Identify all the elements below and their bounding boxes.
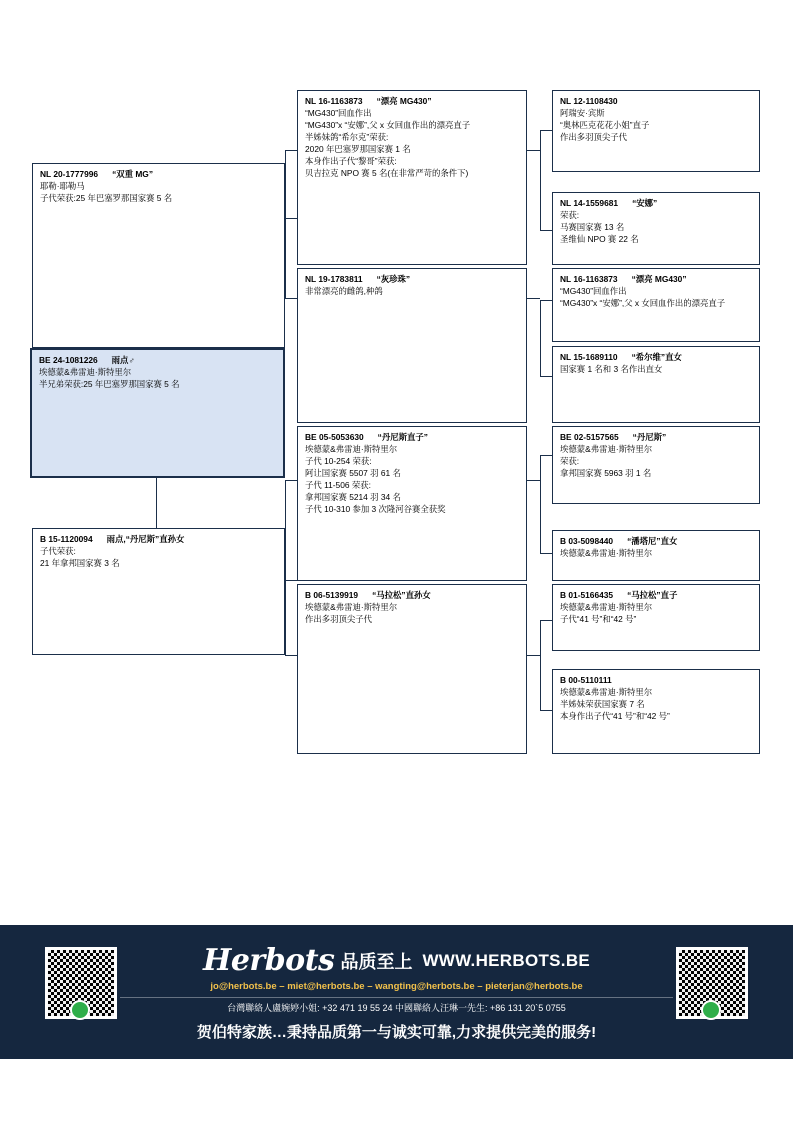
bird-name: “马拉松”直子 <box>627 590 678 600</box>
connector <box>540 455 552 456</box>
pedigree-box-gen3-8 <box>552 669 760 754</box>
bird-name: 雨点,“丹尼斯”直孙女 <box>106 534 185 544</box>
bird-name: “丹尼斯” <box>632 432 667 442</box>
connector <box>540 620 552 621</box>
ring-id: NL 14-1559681 <box>560 198 619 208</box>
detail-line: 耶勒·耶勒马 <box>40 180 85 191</box>
ring-id: BE 02-5157565 <box>560 432 619 442</box>
bird-name: “漂亮 MG430” <box>631 274 687 284</box>
detail-line: 半姊妹荣获国家赛 7 名 <box>560 698 645 709</box>
pedigree-box-subject <box>30 348 285 478</box>
pedigree-box-gen1-dam <box>32 528 285 655</box>
ring-id: NL 12-1108430 <box>560 96 618 106</box>
ring-number <box>560 96 753 108</box>
detail-line: 拿邦国家赛 5214 羽 34 名 <box>305 491 401 502</box>
pedigree-box-gen3-6 <box>552 530 760 581</box>
detail-line: 21 年拿邦国家赛 3 名 <box>40 557 120 568</box>
brand-logo: Herbots <box>202 943 335 978</box>
ring-id: B 03-5098440 <box>560 536 614 546</box>
detail-line: 2020 年巴塞罗那国家赛 1 名 <box>305 143 411 154</box>
bird-name: 雨点♂ <box>111 355 135 365</box>
ring-id: NL 15-1689110 <box>560 352 618 362</box>
bird-name: “漂亮 MG430” <box>376 96 432 106</box>
connector <box>540 455 541 553</box>
detail-line: 子代“41 号”和“42 号” <box>560 613 637 624</box>
connector <box>540 230 552 231</box>
connector <box>285 218 297 219</box>
bird-name: “双重 MG” <box>112 169 154 179</box>
ring-id: B 06-5139919 <box>305 590 359 600</box>
connector <box>285 150 286 298</box>
detail-line: 子代荣获: <box>40 545 76 556</box>
detail-line: 子代 10-254 荣获: <box>305 455 372 466</box>
connector <box>540 710 552 711</box>
detail-line: 埃德蒙&弗雷迪·斯特里尔 <box>305 601 398 612</box>
connector <box>285 580 297 581</box>
bird-name <box>612 675 626 685</box>
detail-line: 作出多羽顶尖子代 <box>560 131 627 142</box>
connector <box>527 655 540 656</box>
pedigree-box-gen3-1 <box>552 90 760 172</box>
pedigree-box-gen2-2 <box>297 268 527 423</box>
ring-number <box>39 355 277 367</box>
ring-id: BE 05-5053630 <box>305 432 364 442</box>
detail-line: 拿邦国家赛 5963 羽 1 名 <box>560 467 652 478</box>
connector <box>540 130 552 131</box>
connector <box>540 300 541 376</box>
connector <box>540 300 552 301</box>
detail-line: “MG430”回血作出 <box>560 285 627 296</box>
detail-line: 阿瑞安·宾斯 <box>560 107 605 118</box>
connector <box>540 376 552 377</box>
pedigree-box-gen3-7 <box>552 584 760 651</box>
connector <box>527 298 540 299</box>
detail-line: 作出多羽顶尖子代 <box>305 613 372 624</box>
pedigree-box-gen3-2 <box>552 192 760 265</box>
detail-line: “奥林匹克花花小姐”直子 <box>560 119 650 130</box>
bird-name: “潘塔尼”直女 <box>627 536 678 546</box>
detail-line: 子代 10-310 参加 3 次隆河谷赛全获奖 <box>305 503 446 514</box>
ring-id: B 00-5110111 <box>560 675 612 685</box>
detail-line: 非常漂亮的雌鸽,种鸽 <box>305 285 383 296</box>
detail-line: 荣获: <box>560 209 580 220</box>
ring-number <box>560 675 753 687</box>
pedigree-box-gen1-sire <box>32 163 285 348</box>
pedigree-box-gen3-4 <box>552 346 760 423</box>
connector <box>540 130 541 230</box>
bird-name: “丹尼斯直子” <box>377 432 428 442</box>
footer-banner <box>0 925 793 1059</box>
ring-id: NL 19-1783811 <box>305 274 363 284</box>
detail-line: 贝吉拉克 NPO 赛 5 名(在非常严苛的条件下) <box>305 167 469 178</box>
connector <box>285 150 297 151</box>
ring-number <box>560 590 753 602</box>
detail-line: 半兄弟荣获:25 年巴塞罗那国家赛 5 名 <box>39 378 180 389</box>
bird-name: “安娜” <box>632 198 658 208</box>
ring-id: B 01-5166435 <box>560 590 614 600</box>
detail-line: “MG430”x “安娜”,父 x 女回血作出的漂亮直子 <box>560 297 726 308</box>
detail-line: 本身作出子代“黎哥”荣获: <box>305 155 397 166</box>
pedigree-box-gen3-3 <box>552 268 760 342</box>
detail-line: 阿让国家赛 5507 羽 61 名 <box>305 467 401 478</box>
ring-number <box>305 432 520 444</box>
detail-line: 埃德蒙&弗雷迪·斯特里尔 <box>560 601 653 612</box>
detail-line: 埃德蒙&弗雷迪·斯特里尔 <box>39 366 132 377</box>
ring-number <box>560 352 753 364</box>
ring-number <box>305 590 520 602</box>
bird-name: “马拉松”直孙女 <box>372 590 431 600</box>
connector <box>285 298 297 299</box>
detail-line: 子代荣获:25 年巴塞罗那国家赛 5 名 <box>40 192 173 203</box>
connector <box>285 655 297 656</box>
ring-id: NL 16-1163873 <box>560 274 618 284</box>
ring-id: BE 24-1081226 <box>39 355 98 365</box>
detail-line: 埃德蒙&弗雷迪·斯特里尔 <box>560 686 653 697</box>
ring-number <box>560 432 753 444</box>
detail-line: 圣维仙 NPO 赛 22 名 <box>560 233 639 244</box>
ring-number <box>560 198 753 210</box>
connector <box>285 480 286 655</box>
ring-number <box>560 274 753 286</box>
contact-phones: 台灣聯絡人盧婉婷小姐: +32 471 19 55 24 中國聯絡人汪琳一先生: +86 131 20`5 0755 <box>227 1003 566 1013</box>
detail-line: “MG430”x “安娜”,父 x 女回血作出的漂亮直子 <box>305 119 471 130</box>
detail-line: 埃德蒙&弗雷迪·斯特里尔 <box>560 443 653 454</box>
detail-line: 荣获: <box>560 455 580 466</box>
ring-number <box>40 169 278 181</box>
website-url[interactable]: WWW.HERBOTS.BE <box>422 950 591 970</box>
detail-line: 本身作出子代“41 号”和“42 号” <box>560 710 670 721</box>
brand-slogan-cn: 品质至上 <box>340 951 413 972</box>
ring-number <box>560 536 753 548</box>
detail-line: 马赛国家赛 13 名 <box>560 221 625 232</box>
brand-line <box>0 943 793 978</box>
detail-line: 子代 11-506 荣获: <box>305 479 371 490</box>
pedigree-box-gen3-5 <box>552 426 760 504</box>
ring-id: B 15-1120094 <box>40 534 93 544</box>
bird-name <box>618 96 632 106</box>
footer-tagline: 贺伯特家族…秉持品质第一与诚实可靠,力求提供完美的服务! <box>196 1024 597 1041</box>
connector <box>527 480 540 481</box>
connector <box>540 553 552 554</box>
ring-number <box>40 534 278 546</box>
ring-id: NL 20-1777996 <box>40 169 99 179</box>
detail-line: 埃德蒙&弗雷迪·斯特里尔 <box>305 443 398 454</box>
bird-name: “灰珍珠” <box>376 274 411 284</box>
ring-number <box>305 274 520 286</box>
detail-line: 半姊妹鸽“希尔克”荣获: <box>305 131 389 142</box>
connector <box>527 150 540 151</box>
detail-line: 国家赛 1 名和 3 名作出直女 <box>560 363 663 374</box>
pedigree-box-gen2-1 <box>297 90 527 265</box>
connector <box>540 620 541 710</box>
bird-name: “希尔维”直女 <box>631 352 682 362</box>
detail-line: “MG430”回血作出 <box>305 107 372 118</box>
ring-number <box>305 96 520 108</box>
connector <box>285 480 297 481</box>
detail-line: 埃德蒙&弗雷迪·斯特里尔 <box>560 547 653 558</box>
footer-divider <box>120 997 673 998</box>
pedigree-box-gen2-3 <box>297 426 527 581</box>
connector <box>156 478 157 528</box>
pedigree-box-gen2-4 <box>297 584 527 754</box>
ring-id: NL 16-1163873 <box>305 96 363 106</box>
contact-emails[interactable]: jo@herbots.be – miet@herbots.be – wangting@herbots.be – pieterjan@herbots.be <box>210 981 583 992</box>
